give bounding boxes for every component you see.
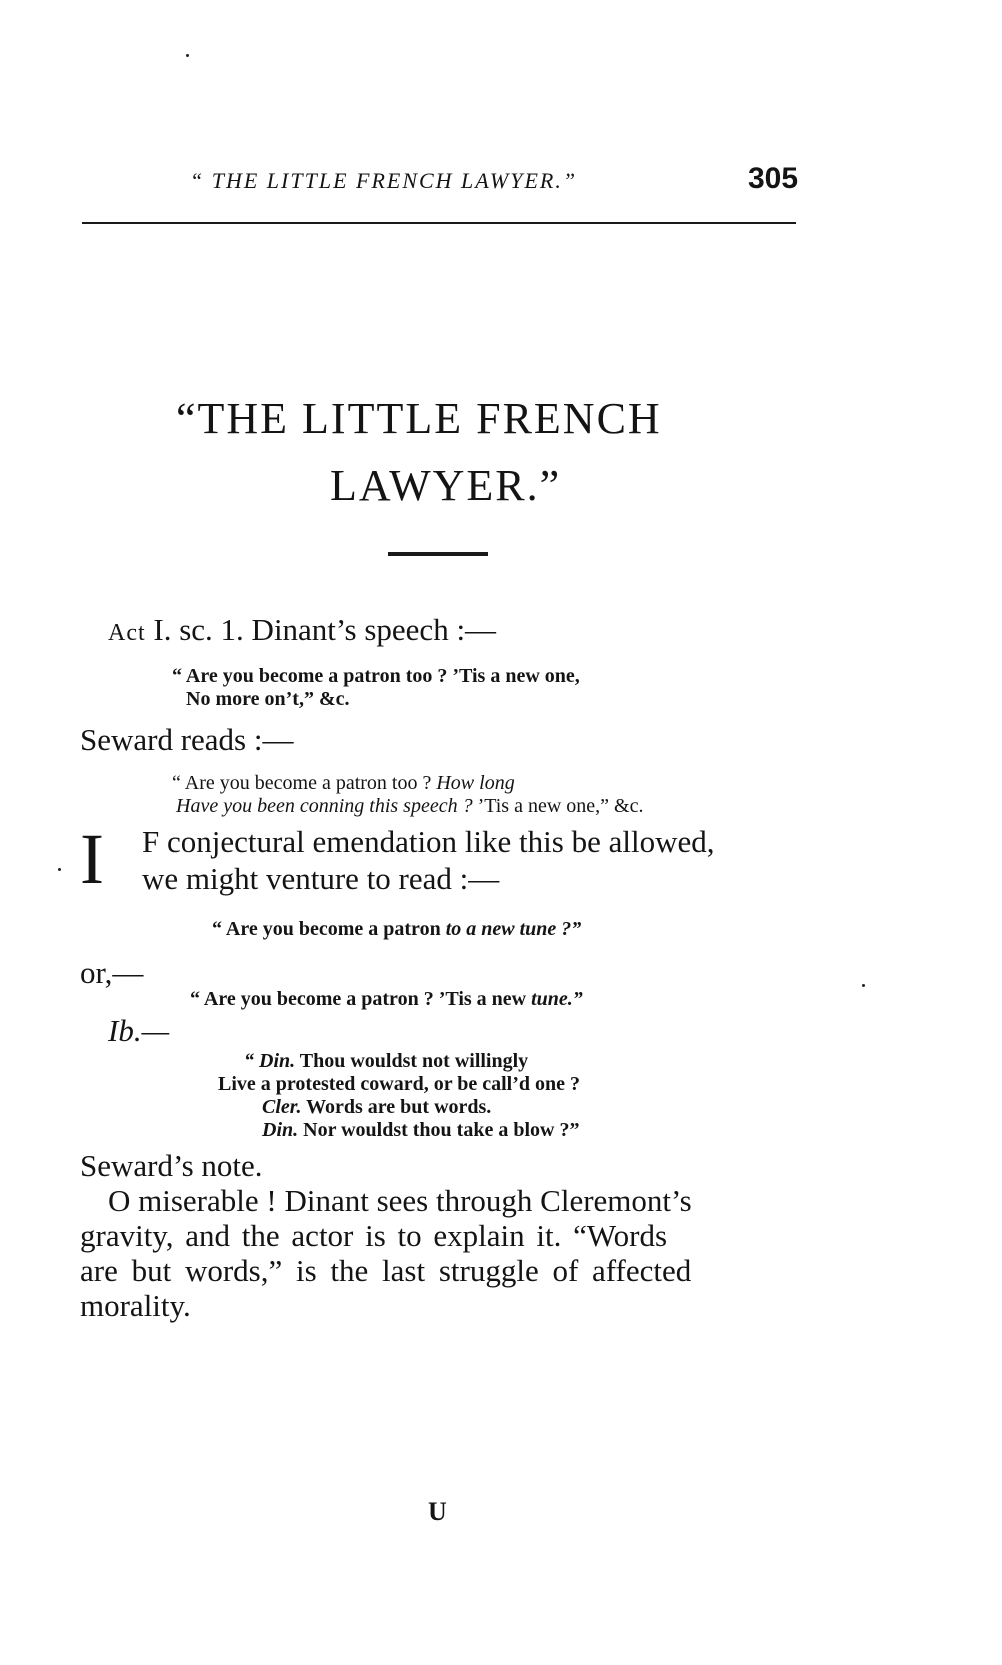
quote-1-line-2: No more on’t,” &c. [186,688,350,710]
paragraph-conjectural [142,823,714,897]
quote-5-line-3-text: Words are but words. [301,1096,492,1118]
page-number: 305 [748,162,799,195]
quote-5-line-3-speaker: Cler. [262,1096,302,1118]
act-line [108,612,496,648]
act-label: Act [108,620,146,646]
quote-4-plain: “ Are you become a patron ? ’Tis a new [190,988,532,1010]
quote-5-line-1-speaker: “ Din. [244,1050,296,1072]
quote-5-line-1-text: Thou wouldst not willingly [295,1050,529,1072]
chapter-title-line-1: “THE LITTLE FRENCH [176,394,662,443]
specks-decoration [58,868,61,871]
or-line: or,— [80,955,144,990]
quote-5-line-4 [262,1119,579,1142]
paragraph-conjectural-line-1: F conjectural emendation like this be allowed, [142,824,715,859]
chapter-title-line-2: LAWYER.” [330,461,562,510]
quote-2-line-1-plain: “ Are you become a patron too ? [172,772,437,794]
final-paragraph-line-3: are but words,” is the last struggle of affected [80,1253,692,1288]
quote-3-plain: “ Are you become a patron [212,918,446,940]
quote-2-line-1 [172,772,515,795]
quote-1-line-1: “ Are you become a patron too ? ’Tis a new one, [172,665,580,687]
title-rule [388,552,488,556]
quote-5-line-1 [244,1050,528,1073]
running-title: “ THE LITTLE FRENCH LAWYER.” [190,168,578,193]
quote-5-line-2: Live a protested coward, or be call’d one ? [218,1073,581,1095]
header-rule [82,222,796,224]
paragraph-conjectural-line-2: we might venture to read :— [142,861,500,896]
quote-5-line-4-speaker: Din. [262,1119,299,1141]
quote-2-line-2-italic: Have you been conning this speech ? [176,795,473,817]
quote-2-line-2 [176,795,643,818]
quote-2-line-2-plain: ’Tis a new one,” &c. [472,795,644,817]
specks-decoration [862,984,865,987]
quote-3-italic: to a new tune ?” [445,918,582,940]
quote-4-italic: tune.” [531,988,583,1010]
quote-2-line-1-italic: How long [436,772,515,794]
signature-mark: U [428,1497,447,1526]
specks-decoration [186,54,189,57]
quote-3 [212,918,581,941]
quote-4 [190,988,583,1011]
act-line-text: I. sc. 1. Dinant’s speech :— [145,612,497,647]
seward-reads: Seward reads :— [80,722,294,757]
quote-5-line-4-text: Nor wouldst thou take a blow ?” [298,1119,580,1141]
final-paragraph-line-1: O miserable ! Dinant sees through Cleremont’s [108,1183,692,1218]
drop-cap: I [80,819,104,899]
ib-line: Ib.— [108,1013,170,1048]
seward-note: Seward’s note. [80,1148,263,1183]
final-paragraph-line-2: gravity, and the actor is to explain it. “Words [80,1218,668,1253]
final-paragraph-line-4: morality. [80,1288,191,1323]
quote-5-line-3 [262,1096,491,1119]
